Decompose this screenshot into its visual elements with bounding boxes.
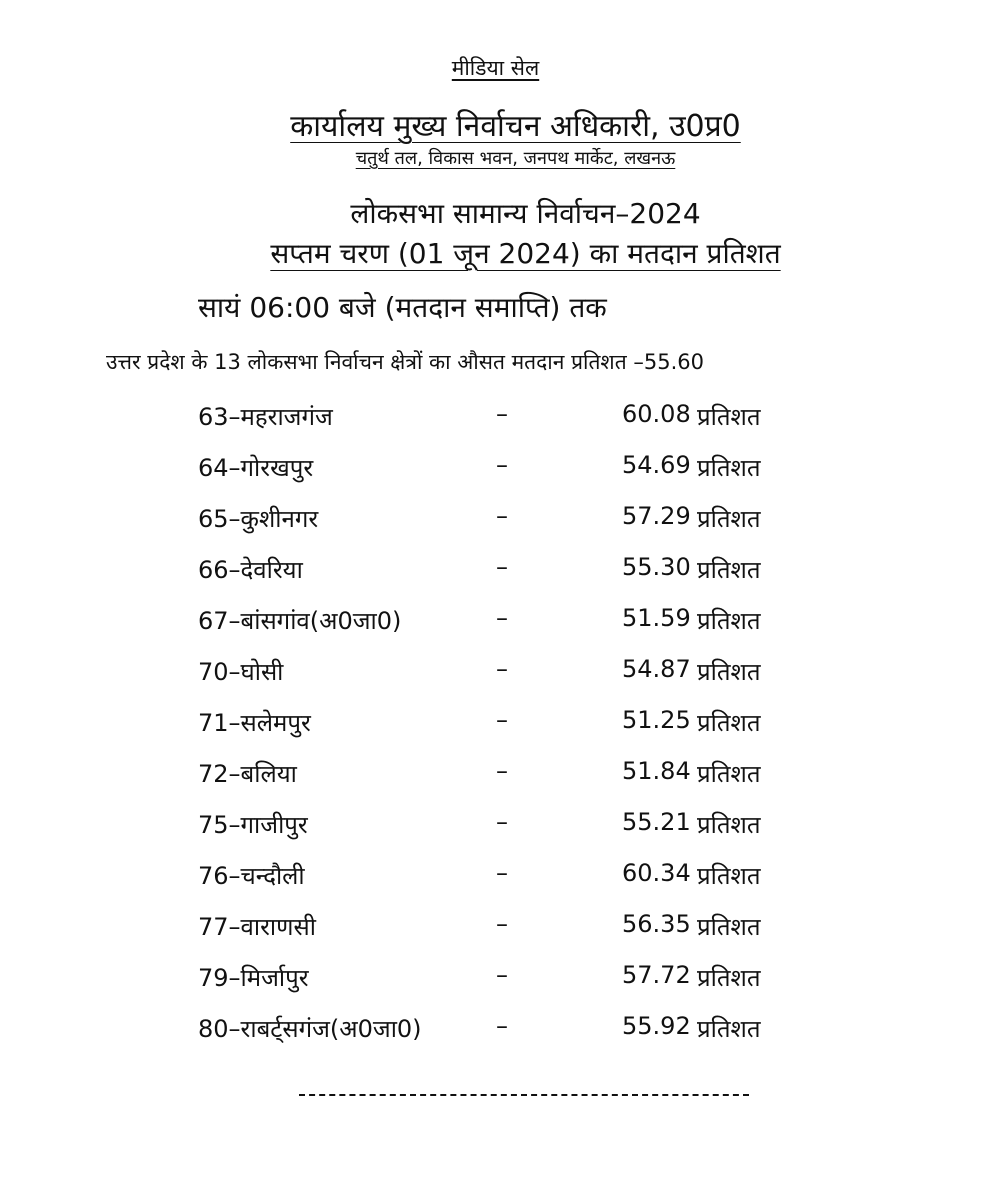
list-item: [0, 553, 991, 604]
constituency-name: 67–बांसगांव(अ0जा0): [198, 607, 402, 635]
separator-dash: –: [496, 502, 508, 530]
constituency-name: 70–घोसी: [198, 658, 284, 686]
list-item: [0, 910, 991, 961]
media-cell-text: मीडिया सेल: [451, 56, 540, 80]
constituency-name: 79–मिर्जापुर: [198, 964, 309, 992]
constituency-name: 77–वाराणसी: [198, 913, 316, 941]
turnout-percent: 60.08: [622, 400, 691, 428]
office-title-text: कार्यालय मुख्य निर्वाचन अधिकारी, उ0प्र0: [290, 109, 741, 144]
office-address: [0, 146, 991, 170]
election-title: लोकसभा सामान्य निर्वाचन–2024: [350, 197, 701, 230]
turnout-percent: 51.59: [622, 604, 691, 632]
time-note: सायं 06:00 बजे (मतदान समाप्ति) तक: [198, 291, 607, 324]
turnout-percent: 60.34: [622, 859, 691, 887]
separator-dash: –: [496, 910, 508, 938]
percent-unit: प्रतिशत: [697, 403, 761, 431]
turnout-percent: 54.69: [622, 451, 691, 479]
turnout-percent: 57.72: [622, 961, 691, 989]
constituency-name: 63–महराजगंज: [198, 403, 333, 431]
percent-unit: प्रतिशत: [697, 964, 761, 992]
percent-unit: प्रतिशत: [697, 505, 761, 533]
turnout-percent: 55.92: [622, 1012, 691, 1040]
separator-dash: –: [496, 859, 508, 887]
turnout-percent: 57.29: [622, 502, 691, 530]
separator-dash: –: [496, 655, 508, 683]
percent-unit: प्रतिशत: [697, 607, 761, 635]
separator-dash: –: [496, 757, 508, 785]
percent-unit: प्रतिशत: [697, 760, 761, 788]
percent-unit: प्रतिशत: [697, 862, 761, 890]
constituency-name: 80–राबर्ट्सगंज(अ0जा0): [198, 1015, 422, 1043]
percent-unit: प्रतिशत: [697, 709, 761, 737]
closing-divider: [299, 1094, 749, 1096]
turnout-percent: 51.84: [622, 757, 691, 785]
list-item: [0, 502, 991, 553]
constituency-name: 76–चन्दौली: [198, 862, 305, 890]
constituency-name: 64–गोरखपुर: [198, 454, 314, 482]
turnout-percent: 54.87: [622, 655, 691, 683]
separator-dash: –: [496, 961, 508, 989]
office-address-text: चतुर्थ तल, विकास भवन, जनपथ मार्केट, लखनऊ: [355, 148, 676, 169]
list-item: [0, 706, 991, 757]
percent-unit: प्रतिशत: [697, 454, 761, 482]
list-item: [0, 808, 991, 859]
percent-unit: प्रतिशत: [697, 811, 761, 839]
constituency-name: 75–गाजीपुर: [198, 811, 308, 839]
constituency-name: 71–सलेमपुर: [198, 709, 311, 737]
state-average: उत्तर प्रदेश के 13 लोकसभा निर्वाचन क्षेत्रों का औसत मतदान प्रतिशत –55.60: [106, 350, 704, 374]
constituency-name: 66–देवरिया: [198, 556, 303, 584]
turnout-percent: 51.25: [622, 706, 691, 734]
list-item: [0, 604, 991, 655]
percent-unit: प्रतिशत: [697, 556, 761, 584]
turnout-percent: 56.35: [622, 910, 691, 938]
list-item: [0, 961, 991, 1012]
turnout-percent: 55.21: [622, 808, 691, 836]
separator-dash: –: [496, 706, 508, 734]
phase-title-text: सप्तम चरण (01 जून 2024) का मतदान प्रतिशत: [270, 237, 781, 270]
percent-unit: प्रतिशत: [697, 1015, 761, 1043]
media-cell-heading: [0, 54, 991, 82]
list-item: [0, 451, 991, 502]
list-item: [0, 655, 991, 706]
phase-title: [0, 234, 991, 272]
constituency-name: 72–बलिया: [198, 760, 297, 788]
percent-unit: प्रतिशत: [697, 658, 761, 686]
separator-dash: –: [496, 808, 508, 836]
constituency-name: 65–कुशीनगर: [198, 505, 319, 533]
constituency-list: [0, 400, 991, 1063]
turnout-percent: 55.30: [622, 553, 691, 581]
list-item: [0, 1012, 991, 1063]
separator-dash: –: [496, 604, 508, 632]
list-item: [0, 859, 991, 910]
list-item: [0, 757, 991, 808]
separator-dash: –: [496, 553, 508, 581]
office-title: [0, 104, 991, 145]
separator-dash: –: [496, 1012, 508, 1040]
list-item: [0, 400, 991, 451]
separator-dash: –: [496, 451, 508, 479]
percent-unit: प्रतिशत: [697, 913, 761, 941]
separator-dash: –: [496, 400, 508, 428]
